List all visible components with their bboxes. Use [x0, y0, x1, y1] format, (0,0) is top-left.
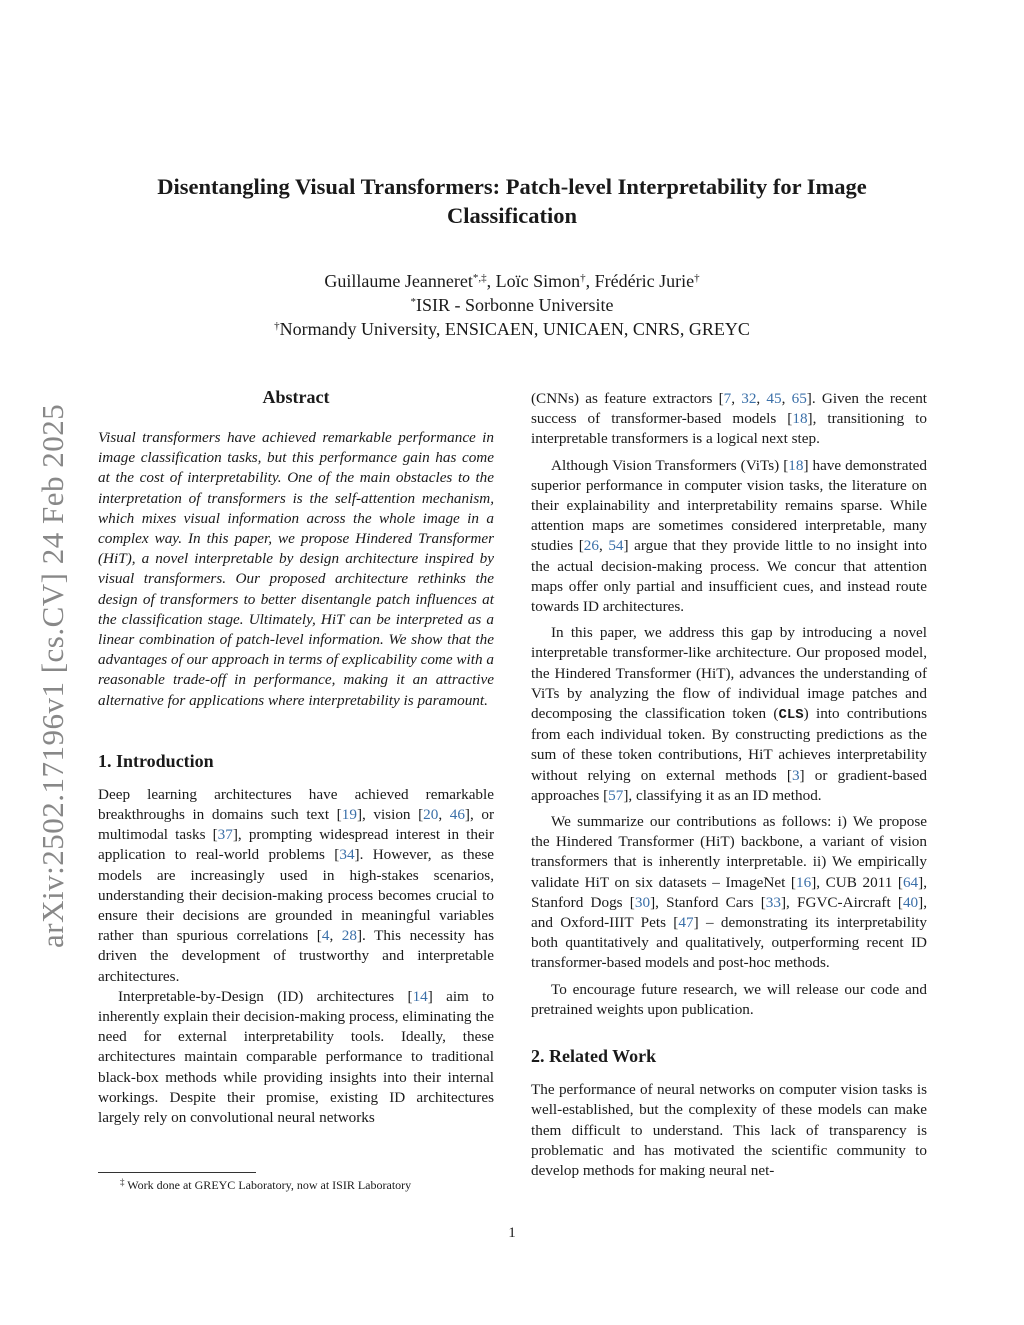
arxiv-identifier: arXiv:2502.17196v1 [cs.CV] 24 Feb 2025 [35, 403, 70, 948]
text-run: , [756, 390, 767, 407]
text-run: ], or multimodal tasks [ [98, 806, 495, 844]
text-run: ] – demonstrating its interpretability both quantitatively and qualitatively, outperforming recent ID transformer-based models and post-hoc methods. [531, 914, 927, 972]
affiliation-mark: † [274, 320, 280, 332]
text-run: Deep learning architectures have achieved remarkable breakthroughs in domains such text [ [98, 785, 494, 824]
text-run: ] have demonstrated superior performance in computer vision tasks, the literature on their explainability and interpretability remains sparse. While attention maps are sometimes considered interpretable, many studies [ [531, 456, 927, 555]
affiliation-1 [100, 293, 924, 317]
text-run: ], vision [ [356, 806, 424, 824]
right-paragraph-4 [531, 812, 927, 974]
text-run: ], and Oxford-IIIT Pets [ [531, 893, 927, 932]
abstract-heading: Abstract [262, 387, 330, 407]
footnote-divider [98, 1172, 256, 1173]
citation-link[interactable]: 33 [765, 893, 781, 911]
citation-link[interactable]: 45 [766, 390, 782, 407]
intro-paragraph-1 [98, 785, 494, 987]
intro-paragraph-2 [98, 987, 494, 1128]
text-run: ]. This necessity has driven the development of trustworthy and interpretable architectures. [98, 927, 495, 985]
citation-link[interactable]: 30 [634, 893, 651, 911]
text-run: , [438, 806, 450, 824]
right-paragraph-3 [531, 623, 927, 806]
affiliation-mark: * [410, 296, 416, 308]
text-run: Although Vision Transformers (ViTs) [ [551, 456, 789, 474]
citation-link[interactable]: 64 [902, 873, 919, 891]
citation-link[interactable]: 37 [217, 826, 233, 844]
text-run: ] aim to inherently explain their decision-making process, eliminating the need for external interpretability tools. Ideally, these architectures maintain comparable performance to traditional black-box methods while providing insights into their internal workings. Despite their promise, existing ID architectures largely rely on convolutional neural networks [98, 987, 494, 1127]
text-run: , [731, 390, 742, 407]
author-mark: † [694, 272, 700, 284]
text-run: (CNNs) as feature extractors [ [531, 390, 724, 407]
page-number: 1 [508, 1225, 516, 1241]
introduction-heading: 1. Introduction [98, 750, 214, 771]
text-run: ]. However, as these models are increasingly used in high-stakes scenarios, understanding their decision-making process becomes crucial to ensure their decisions are grounded in meaningful variables rather than spurious correlations [ [98, 846, 495, 945]
text-run: ], Stanford Dogs [ [531, 873, 927, 911]
text-run: In this paper, we address this gap by introducing a novel interpretable transformer-like architecture. Our proposed model, the Hindered Transformer (HiT), advances the understanding of ViTs by analyzing the flow of individual image patches and decomposing the classification token ( [531, 624, 927, 723]
citation-link[interactable]: 34 [339, 846, 355, 864]
text-run: Interpretable-by-Design (ID) architectures [ [118, 987, 413, 1005]
text-run: ], FGVC-Aircraft [ [780, 893, 903, 911]
text-run: , [598, 537, 609, 555]
text-run: , [781, 390, 792, 407]
affiliation-2 [100, 317, 924, 341]
citation-link[interactable]: 4 [321, 927, 330, 945]
text-run: ], prompting widespread interest in their application to real-world problems [ [98, 826, 495, 864]
citation-link[interactable]: 14 [412, 987, 428, 1005]
text-run: ] argue that they provide little to no insight into the actual decision-making process. We concur that attention maps offer only partial and insufficient cues, and instead route towards ID architectures. [531, 537, 928, 616]
right-paragraph-2 [531, 456, 927, 618]
text-run: ) into contributions from each individual token. By constructing predictions as the sum of these token contributions, HiT achieves interpretability without relying on external methods [ [531, 705, 927, 784]
citation-link[interactable]: 40 [902, 893, 919, 911]
citation-link[interactable]: 46 [449, 806, 465, 824]
cls-token-code: CLS [778, 707, 804, 724]
citation-link[interactable]: 20 [423, 806, 439, 824]
author-name: , Loïc Simon [486, 271, 581, 291]
author-name: , Frédéric Jurie [585, 271, 695, 291]
citation-link[interactable]: 57 [608, 786, 624, 804]
right-column [531, 389, 927, 1181]
right-paragraph-5: To encourage future research, we will release our code and pretrained weights upon publication. [531, 980, 927, 1018]
citation-link[interactable]: 7 [723, 390, 732, 407]
citation-link[interactable]: 19 [341, 806, 357, 824]
author-mark: *,‡ [472, 272, 487, 284]
paper-title [100, 172, 924, 230]
citation-link[interactable]: 47 [678, 914, 694, 932]
citation-link[interactable]: 16 [796, 873, 812, 891]
title-line-1: Disentangling Visual Transformers: Patch-level Interpretability for Image [157, 174, 867, 199]
footnote-mark: ‡ [120, 1177, 125, 1187]
related-work-heading: 2. Related Work [531, 1046, 657, 1067]
affiliation-text: Normandy University, ENSICAEN, UNICAEN, CNRS, GREYC [279, 319, 750, 339]
citation-link[interactable]: 18 [788, 456, 804, 474]
citation-link[interactable]: 28 [341, 927, 357, 945]
left-column [98, 384, 494, 1128]
author-list [100, 269, 924, 293]
text-run: ]. Given the recent success of transformer-based models [ [531, 390, 928, 428]
citation-link[interactable]: 32 [741, 390, 757, 407]
text-run: , [329, 927, 342, 945]
related-work-paragraph: The performance of neural networks on computer vision tasks is well-established, but the complexity of these models can make them difficult to understand. This lack of transparency is problematic and has motivated the scientific community to develop methods for making neural net- [531, 1081, 927, 1179]
text-run: ], transitioning to interpretable transformers is a logical next step. [531, 410, 927, 448]
right-paragraph-1 [531, 389, 927, 450]
text-run: We summarize our contributions as follows: i) We propose the Hindered Transformer (HiT) backbone, a variant of vision transformers that is inherently interpretable. ii) We empirically validate HiT on six datasets – ImageNet [ [531, 813, 927, 891]
author-name: Guillaume Jeanneret [324, 271, 473, 291]
author-mark: † [580, 272, 586, 284]
citation-link[interactable]: 65 [791, 390, 807, 407]
text-run: ], classifying it as an ID method. [623, 786, 822, 804]
text-run: ] or gradient-based approaches [ [531, 766, 927, 804]
text-run: ], CUB 2011 [ [811, 873, 903, 891]
title-line-2: Classification [446, 203, 577, 228]
citation-link[interactable]: 18 [792, 410, 808, 428]
citation-link[interactable]: 26 [583, 537, 599, 555]
author-block [100, 269, 924, 341]
text-run: ], Stanford Cars [ [650, 893, 766, 911]
footnote [120, 1177, 500, 1193]
affiliation-text: ISIR - Sorbonne Universite [416, 295, 614, 315]
citation-link[interactable]: 3 [791, 766, 800, 784]
abstract-text: Visual transformers have achieved remarkable performance in image classification tasks, but this performance gain has come at the cost of interpretability. One of the main obstacles to the interpretation of transformers is the self-attention mechanism, which mixes visual information across the whole image in a complex way. In this paper, we propose Hindered Transformer (HiT), a novel interpretable by design architecture inspired by visual transformers. Our proposed architecture rethinks the design of transformers to better disentangle patch influences at the classification stage. Ultimately, HiT can be interpreted as a linear combination of patch-level information. We show that the advantages of our approach in terms of explicability come with a reasonable trade-off in performance, making it an attractive alternative for applications where interpretability is paramount. [98, 429, 494, 709]
citation-link[interactable]: 54 [608, 537, 624, 555]
footnote-text: Work done at GREYC Laboratory, now at ISIR Laboratory [127, 1178, 412, 1192]
